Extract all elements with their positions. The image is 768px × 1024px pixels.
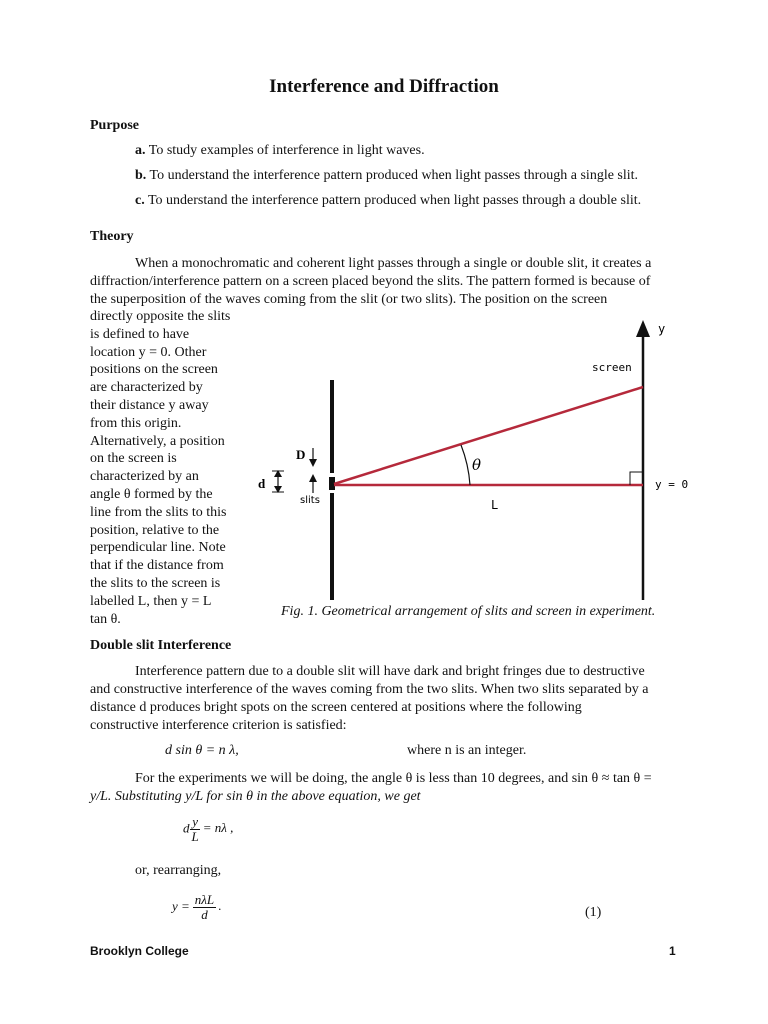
y-axis-label: y xyxy=(658,322,666,336)
footer-institution: Brooklyn College xyxy=(90,944,189,958)
theory-line-1: When a monochromatic and coherent light passes through a single or double slit, it creates a xyxy=(135,256,652,271)
approx-line-1: For the experiments we will be doing, the angle θ is less than 10 degrees, and sin θ ≈ tan θ = xyxy=(135,771,652,786)
d-label: d xyxy=(258,476,266,491)
D-label: D xyxy=(296,447,306,462)
theory-side-text xyxy=(90,308,268,628)
side-line: perpendicular line. Note xyxy=(90,540,226,556)
purpose-item-a: a. To study examples of interference in light waves. xyxy=(135,143,425,158)
theory-line-2: diffraction/interference pattern on a screen placed beyond the slits. The pattern formed is because of xyxy=(90,274,651,289)
side-line: position, relative to the xyxy=(90,522,220,538)
equation-substituted: d $\frac{y}{L}$ = nλ , xyxy=(183,814,234,844)
side-line: tan θ. xyxy=(90,611,121,627)
side-line: their distance y away xyxy=(90,397,209,413)
side-line: from this origin. xyxy=(90,415,182,431)
side-line: location y = 0. Other xyxy=(90,344,207,360)
rearranging-text: or, rearranging, xyxy=(135,863,222,878)
side-line: Alternatively, a position xyxy=(90,433,225,449)
purpose-item-b: b. To understand the interference pattern produced when light passes through a single slit. xyxy=(135,168,639,183)
D-arrow-down-icon xyxy=(309,459,317,467)
D-arrow-up-icon xyxy=(309,474,317,482)
theory-heading: Theory xyxy=(90,229,134,244)
side-line: that if the distance from xyxy=(90,558,224,574)
double-slit-line-2: and constructive interference of the waves coming from the two slits. When two slits separated by a xyxy=(90,682,649,697)
side-line: the slits to the screen is xyxy=(90,575,221,591)
side-line: are characterized by xyxy=(90,380,203,396)
side-line: angle θ formed by the xyxy=(90,486,213,502)
slits-label: slits xyxy=(300,495,320,506)
side-line: is defined to have xyxy=(90,326,190,342)
y0-label: y = 0 xyxy=(655,478,689,491)
equation-number: (1) xyxy=(585,905,602,920)
side-line: directly opposite the slits xyxy=(90,309,231,324)
theory-line-3: the superposition of the waves coming from the slit (or two slits). The position on the screen xyxy=(90,292,608,307)
screen-label: screen xyxy=(592,361,632,374)
slit-screen-diagram xyxy=(250,315,710,605)
side-line: positions on the screen xyxy=(90,362,218,378)
equation-bright-fringes: d sin θ = n λ, xyxy=(165,743,239,758)
angled-ray xyxy=(334,387,643,484)
double-slit-line-3: distance d produces bright spots on the screen centered at positions where the following xyxy=(90,700,582,715)
side-line: labelled L, then y = L xyxy=(90,593,212,609)
L-label: L xyxy=(491,498,499,512)
side-line: characterized by an xyxy=(90,469,199,485)
figure-caption: Fig. 1. Geometrical arrangement of slits and screen in experiment. xyxy=(281,604,656,619)
purpose-heading: Purpose xyxy=(90,118,139,133)
side-line: on the screen is xyxy=(90,451,177,467)
double-slit-line-1: Interference pattern due to a double slit will have dark and bright fringes due to destructive xyxy=(135,664,645,679)
double-slit-heading: Double slit Interference xyxy=(90,638,232,653)
page-title: Interference and Diffraction xyxy=(269,76,499,97)
theta-arc xyxy=(461,445,470,485)
page-number: 1 xyxy=(669,944,676,958)
y-axis-arrow-icon xyxy=(636,320,650,337)
approx-line-2: y/L. Substituting y/L for sin θ in the above equation, we get xyxy=(90,789,421,804)
purpose-item-c: c. To understand the interference pattern produced when light passes through a double slit. xyxy=(135,193,642,208)
right-angle-mark xyxy=(630,472,643,485)
side-line: line from the slits to this xyxy=(90,504,227,520)
double-slit-line-4: constructive interference criterion is satisfied: xyxy=(90,718,347,733)
equation-note: where n is an integer. xyxy=(407,743,527,758)
theta-label: θ xyxy=(472,456,482,474)
equation-1: y = $\frac{\text{nλL}}{d}$ . xyxy=(172,892,222,922)
